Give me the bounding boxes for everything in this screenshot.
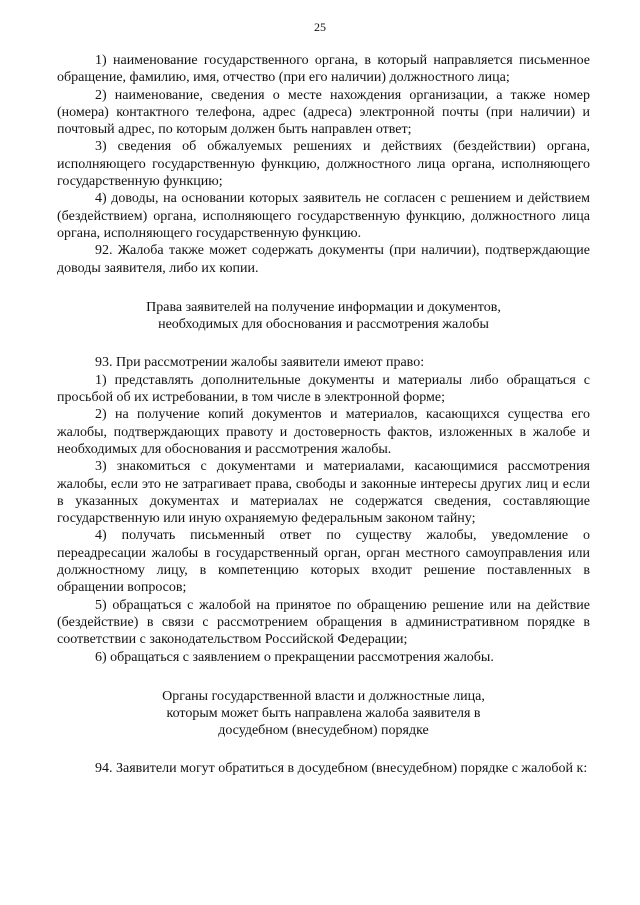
item-93-6: 6) обращаться с заявлением о прекращении рассмотрения жалобы.: [95, 649, 494, 665]
item-93-2: 2) на получение копий документов и материалов, касающихся существа его жалобы, подтверждающих правоту и достоверность фактов, изложенных в жалобе и необходимых для обоснования и рассмотрения жалобы.: [57, 407, 590, 457]
section-gap: [57, 740, 590, 760]
heading-authorities: Органы государственной власти и должностные лица, которым может быть направлена жалоба заявителя в досудебном (внесудебном) порядке: [162, 688, 485, 739]
heading-rights: Права заявителей на получение информации и документов, необходимых для обоснования и рассмотрения жалобы: [146, 299, 501, 333]
section-gap: [57, 666, 590, 688]
section-gap: [57, 333, 590, 354]
item-91-4: 4) доводы, на основании которых заявитель не согласен с решением и действием (бездействием) органа, исполняющего государственную функцию, должностного лица органа, исполняющего государственную функцию.: [57, 191, 590, 241]
page-number: 25: [314, 20, 326, 34]
item-91-2: 2) наименование, сведения о месте нахождения организации, а также номер (номера) контактного телефона, адрес (адреса) электронной почты (при наличии) и почтовый адрес, по которым должен быть направлен ответ;: [57, 87, 590, 138]
item-91-3: 3) сведения об обжалуемых решениях и действиях (бездействии) органа, исполняющего государственную функцию, должностного лица органа, исполняющего государственную функцию;: [57, 139, 590, 190]
item-93-4: 4) получать письменный ответ по существу жалобы, уведомление о переадресации жалобы в государственный орган, орган местного самоуправления или должностному лицу, в компетенцию которых входит решение поставленных в обращении вопросов;: [57, 528, 590, 596]
item-91-1: 1) наименование государственного органа, в который направляется письменное обращение, фамилию, имя, отчество (при его наличии) должностного лица;: [57, 53, 590, 86]
paragraph-93: 93. При рассмотрении жалобы заявители имеют право:: [95, 355, 425, 371]
item-93-1: 1) представлять дополнительные документы и материалы либо обращаться с просьбой об их истребовании, в том числе в электронной форме;: [57, 372, 590, 406]
item-93-5: 5) обращаться с жалобой на принятое по обращению решение или на действие (бездействие) в связи с рассмотрением обращения в административном порядке в соответствии с законодательством Российской Федерации;: [57, 597, 590, 648]
paragraph-92: 92. Жалоба также может содержать документы (при наличии), подтверждающие доводы заявителя, либо их копии.: [57, 243, 590, 276]
item-93-3: 3) знакомиться с документами и материалами, касающимися рассмотрения жалобы, если это не затрагивает права, свободы и законные интересы других лиц и если в указанных документах и материалах не содержатся сведения, составляющие государственную или иную охраняемую федеральным законом тайну;: [57, 459, 590, 527]
paragraph-94: 94. Заявители могут обратиться в досудебном (внесудебном) порядке с жалобой к:: [95, 760, 588, 776]
document-body: [57, 52, 590, 777]
section-gap: [57, 277, 590, 299]
